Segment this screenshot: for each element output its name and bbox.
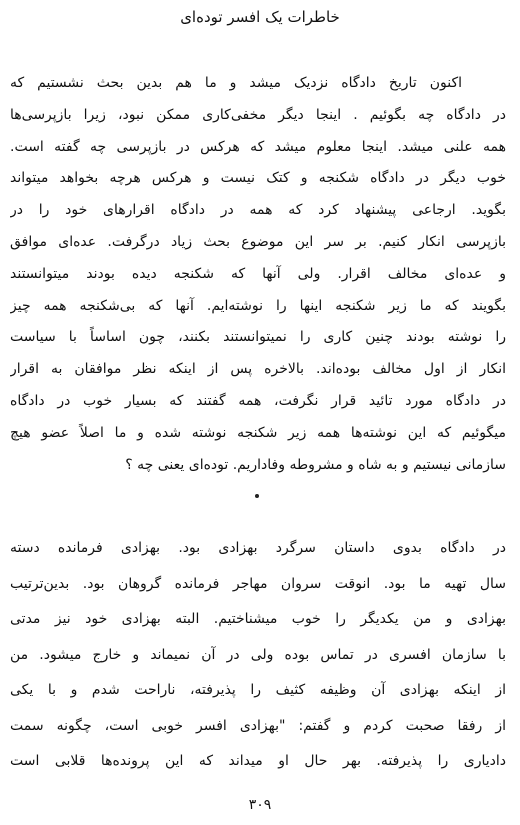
- text-line: در دادگاه چه بگوئیم . اینجا دیگر مخفی‌کاری ممکن نبود، زیرا بازپرسی‌ها: [10, 106, 506, 123]
- page-number: ۳۰۹: [248, 797, 272, 813]
- text-line: دادیاری را پذیرفته. بهر حال او میداند که این پرونده‌ها قلابی است: [10, 753, 506, 769]
- text-line: را نوشته بودند چنین کاری را نمیتوانستند بکنند، چون اساساً با سیاست: [10, 329, 506, 346]
- text-line: و عده‌ای مخالف اقرار. ولی آنها که شکنجه دیده بودند میتوانستند: [10, 265, 506, 282]
- text-line: بگویند که ما زیر شکنجه اینها را نوشته‌ایم. آنها که بی‌شکنجه همه چیز: [10, 297, 506, 314]
- paragraph-1: [10, 68, 506, 481]
- text-line: در دادگاه بدوی داستان سرگرد بهزادی بود. بهزادی فرمانده دسته: [10, 540, 506, 556]
- text-line: از اینکه بهزادی آن وظیفه کثیف را پذیرفته، ناراحت شدم و با یکی: [10, 682, 506, 698]
- text-line: خوب دیگر در دادگاه شکنجه و کتک نیست و هرکس هرچه بخواهد میتواند: [10, 170, 506, 187]
- text-line: بهزادی و من یکدیگر را خوب میشناختیم. البته بهزادی خود نیز مدتی: [10, 611, 506, 627]
- page-title: خاطرات یک افسر توده‌ای: [180, 8, 340, 26]
- paragraph-2: [10, 531, 506, 780]
- text-line: سازمانی نیستیم و به شاه و مشروطه وفاداریم. توده‌ای یعنی چه ؟: [125, 456, 506, 473]
- text-line: با سازمان افسری در تماس بوده ولی در آن نمیماند و خارج میشود. من: [10, 646, 506, 663]
- text-line: اکنون تاریخ دادگاه نزدیک میشد و ما هم بدین بحث نشستیم که: [10, 75, 462, 91]
- text-line: همه علنی میشد. اینجا معلوم میشد که هرکس در بازپرسی چه گفته است.: [10, 138, 506, 155]
- text-line: بازپرسی انکار کنیم. بر سر این موضوع بحث زیاد درگرفت. عده‌ای موافق: [10, 233, 506, 250]
- text-line: میگوئیم که این نوشته‌ها همه زیر شکنجه نوشته شده و ما اصلاً عضو هیچ: [10, 424, 506, 441]
- text-line: سال تهیه ما بود. انوقت سروان مهاجر فرمانده گروهان بود. بدین‌ترتیب: [10, 575, 506, 592]
- text-line: بگوید. ارجاعی پیشنهاد کرد که همه در دادگاه اقرارهای خود را در: [10, 202, 506, 219]
- text-line: در دادگاه مورد تائید قرار نگرفت، همه گفتند که بسیار خوب در دادگاه: [10, 392, 506, 409]
- text-line: از رفقا صحبت کردم و گفتم: "بهزادی افسر خوبی است، چگونه سمت: [10, 717, 506, 734]
- section-separator-dot: [255, 494, 259, 498]
- text-line: انکار از اول مخالف بوده‌اند. بالاخره پس از اینکه نظر موافقان به اقرار: [10, 361, 506, 378]
